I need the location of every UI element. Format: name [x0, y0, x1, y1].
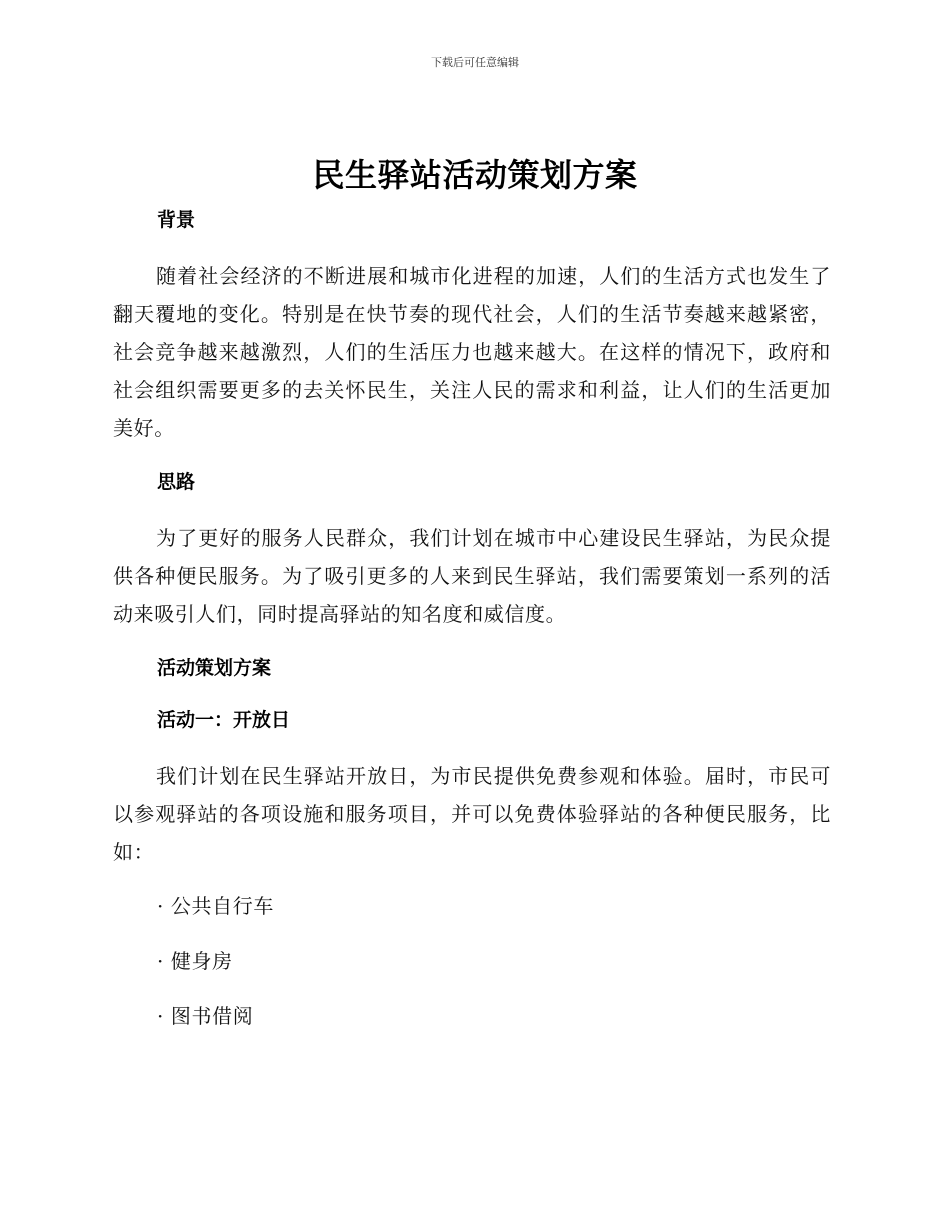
paragraph-activity1: 我们计划在民生驿站开放日，为市民提供免费参观和体验。届时，市民可以参观驿站的各项设施和服务项目，并可以免费体验驿站的各种便民服务，比如：: [113, 764, 831, 864]
list-item: · 健身房: [157, 949, 233, 973]
document-title: 民生驿站活动策划方案: [312, 156, 638, 194]
heading-idea: 思路: [157, 471, 196, 493]
list-item: · 图书借阅: [157, 1004, 254, 1028]
heading-plan: 活动策划方案: [157, 657, 272, 679]
header-note: 下载后可任意编辑: [431, 56, 519, 69]
heading-activity1: 活动一：开放日: [157, 709, 291, 731]
paragraph-background: 随着社会经济的不断进展和城市化进程的加速，人们的生活方式也发生了翻天覆地的变化。特别是在快节奏的现代社会，人们的生活节奏越来越紧密，社会竞争越来越激烈，人们的生活压力也越来越大。在这样的情况下，政府和社会组织需要更多的去关怀民生，关注人民的需求和利益，让人们的生活更加美好。: [113, 264, 831, 440]
list-item: · 公共自行车: [157, 894, 274, 918]
paragraph-idea: 为了更好的服务人民群众，我们计划在城市中心建设民生驿站，为民众提供各种便民服务。为了吸引更多的人来到民生驿站，我们需要策划一系列的活动来吸引人们，同时提高驿站的知名度和威信度。: [113, 526, 831, 626]
document-body: [113, 205, 831, 1031]
heading-background: 背景: [157, 209, 196, 231]
